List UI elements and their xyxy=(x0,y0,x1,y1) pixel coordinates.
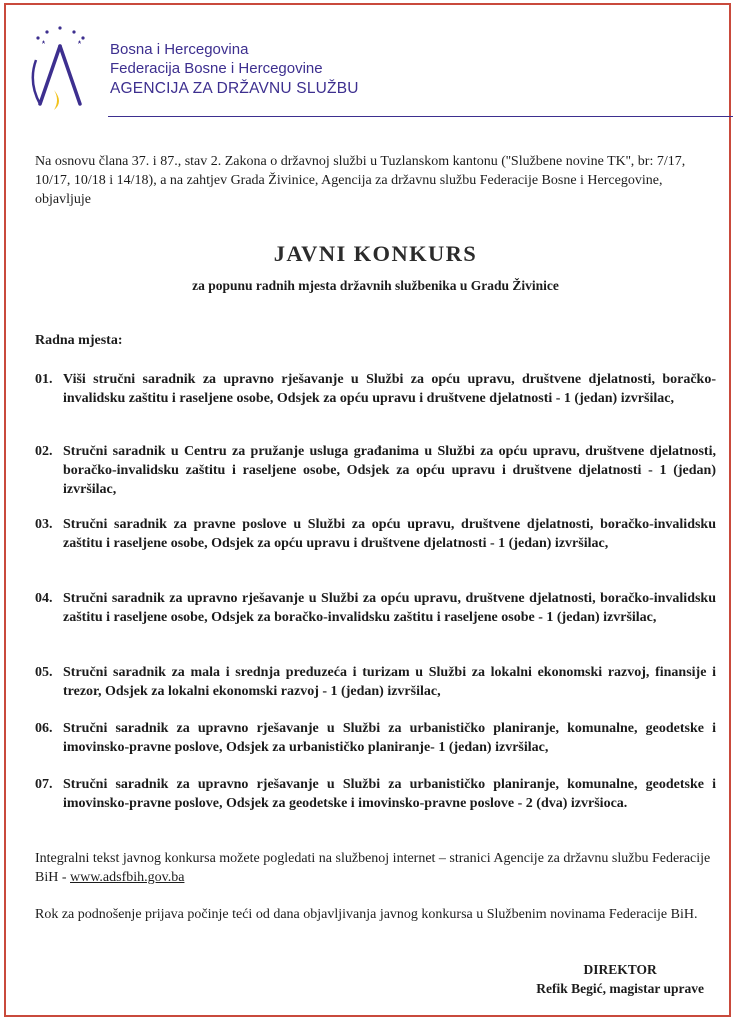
position-text: Stručni saradnik u Centru za pružanje usluga građanima u Službi za opću upravu, društvene djelatnosti, boračko-invalidsku zaštitu i raseljene osobe, Odsjek za opću upravu i društvene djelatnosti - 1 (jedan) izvršilac, xyxy=(63,444,716,497)
position-text: Stručni saradnik za upravno rješavanje u Službi za urbanističko planiranje, komunalne, geodetske i imovinsko-pravne poslove, Odsjek za geodetske i imovinsko-pravne poslove - 2 (dva) izvršioca. xyxy=(63,777,716,811)
header-divider xyxy=(108,116,733,117)
full-text-notice-text: Integralni tekst javnog konkursa možete pogledati na službenoj internet – stranici Agencije za državnu službu Federacije BiH - xyxy=(35,851,711,885)
intro-paragraph: Na osnovu člana 37. i 87., stav 2. Zakona o državnoj službi u Tuzlanskom kantonu (''Službene novine TK'', br: 7/17, 10/17, 10/18 i 14/18), a na zahtjev Grada Živinice, Agencija za državnu službu Federacije Bosne i Hercegovine, objavljuje xyxy=(35,154,686,207)
positions-heading: Radna mjesta: xyxy=(35,333,123,348)
organization-name xyxy=(110,40,359,99)
position-number: 07. xyxy=(35,777,53,792)
position-number: 05. xyxy=(35,665,53,680)
position-number: 02. xyxy=(35,444,53,459)
position-text: Stručni saradnik za upravno rješavanje u Službi za opću upravu, društvene djelatnosti, boračko-invalidsku zaštitu i raseljene osobe, Odsjek za boračko-invalidsku zaštitu i raseljene osobe - 1 (jedan) izvršilac, xyxy=(63,591,716,625)
signatory-name: Refik Begić, magistar uprave xyxy=(536,981,704,996)
signature-block xyxy=(536,960,704,998)
position-text: Viši stručni saradnik za upravno rješavanje u Službi za opću upravu, društvene djelatnosti, boračko-invalidsku zaštitu i raseljene osobe, Odsjek za opću upravu i društvene djelatnosti - 1 (jedan) izvršilac, xyxy=(63,372,716,406)
country-name: Bosna i Hercegovina xyxy=(110,41,249,58)
document-title: JAVNI KONKURS xyxy=(273,241,478,266)
deadline-notice: Rok za podnošenje prijava počinje teći od dana objavljivanja javnog konkursa u Službenim novinama Federacije BiH. xyxy=(35,907,698,922)
position-number: 06. xyxy=(35,721,53,736)
position-number: 01. xyxy=(35,372,53,387)
position-number: 04. xyxy=(35,591,53,606)
agency-name: AGENCIJA ZA DRŽAVNU SLUŽBU xyxy=(110,80,359,97)
full-text-notice xyxy=(35,849,716,887)
signatory-role: DIREKTOR xyxy=(583,962,657,977)
agency-website-link[interactable]: www.adsfbih.gov.ba xyxy=(70,870,185,885)
agency-logo-icon xyxy=(30,24,96,110)
position-number: 03. xyxy=(35,517,53,532)
letterhead xyxy=(26,22,716,117)
document-subtitle: za popunu radnih mjesta državnih službenika u Gradu Živinice xyxy=(192,278,559,293)
position-text: Stručni saradnik za mala i srednja preduzeća i turizam u Službi za lokalni ekonomski razvoj, finansije i trezor, Odsjek za lokalni ekonomski razvoj - 1 (jedan) izvršilac, xyxy=(63,665,716,699)
position-text: Stručni saradnik za upravno rješavanje u Službi za urbanističko planiranje, komunalne, geodetske i imovinsko-pravne poslove, Odsjek za urbanističko planiranje- 1 (jedan) izvršilac, xyxy=(63,721,716,755)
federation-name: Federacija Bosne i Hercegovine xyxy=(110,60,323,77)
position-text: Stručni saradnik za pravne poslove u Službi za opću upravu, društvene djelatnosti, boračko-invalidsku zaštitu i raseljene osobe, Odsjek za opću upravu i društvene djelatnosti - 1 (jedan) izvršilac, xyxy=(63,517,716,551)
